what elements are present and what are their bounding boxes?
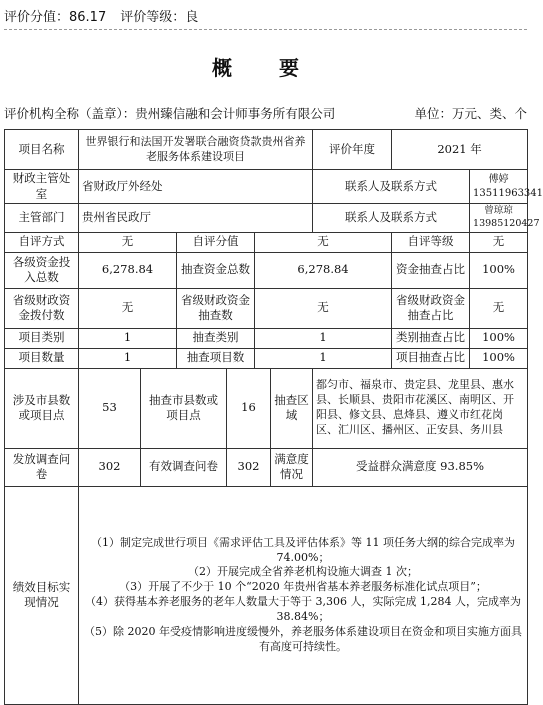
grade-value: 评价等级：良 bbox=[120, 10, 199, 25]
table-row bbox=[5, 448, 528, 486]
org-name: 评价机构全称（盖章）：贵州臻信融和会计师事务所有限公司 bbox=[4, 106, 336, 121]
sampled-category-label: 抽查类别 bbox=[177, 328, 255, 348]
list-item: （1）制定完成世行项目《需求评估工具及评估体系》等 11 项任务大纲的综合完成率为 74.00%； bbox=[91, 535, 516, 564]
survey-issued-value: 302 bbox=[79, 448, 141, 486]
category-label: 项目类别 bbox=[5, 328, 79, 348]
project-count-label: 项目数量 bbox=[5, 348, 79, 368]
self-eval-method-value: 无 bbox=[79, 232, 177, 252]
sampled-area-label: 抽查区域 bbox=[271, 368, 313, 448]
project-ratio-value: 100% bbox=[470, 348, 528, 368]
sampled-counties-value: 16 bbox=[227, 368, 271, 448]
prov-ratio-value: 无 bbox=[470, 288, 528, 328]
satisfaction-label: 满意度情况 bbox=[271, 448, 313, 486]
survey-issued-label: 发放调查问卷 bbox=[5, 448, 79, 486]
investment-value: 6,278.84 bbox=[79, 252, 177, 288]
sampled-counties-label: 抽查市县数或项目点 bbox=[141, 368, 227, 448]
self-score-value: 无 bbox=[255, 232, 392, 252]
survey-valid-value: 302 bbox=[227, 448, 271, 486]
self-score-label: 自评分值 bbox=[177, 232, 255, 252]
prov-allocated-label: 省级财政资金拨付数 bbox=[5, 288, 79, 328]
project-name-label: 项目名称 bbox=[5, 130, 79, 170]
perf-label: 绩效目标实现情况 bbox=[5, 486, 79, 704]
list-item: （2）开展完成全省养老机构设施大调查 1 次； bbox=[188, 565, 419, 579]
divider bbox=[4, 29, 527, 30]
table-row bbox=[5, 252, 528, 288]
counties-label: 涉及市县数或项目点 bbox=[5, 368, 79, 448]
authority-value: 贵州省民政厅 bbox=[79, 204, 313, 233]
self-grade-value: 无 bbox=[470, 232, 528, 252]
org-line bbox=[4, 104, 527, 122]
score-value: 评价分值：86.17 bbox=[4, 10, 107, 25]
contact-value-1: 傅婷 13511963341 bbox=[470, 170, 528, 204]
counties-value: 53 bbox=[79, 368, 141, 448]
satisfaction-value: 受益群众满意度 93.85% bbox=[313, 448, 528, 486]
category-ratio-value: 100% bbox=[470, 328, 528, 348]
prov-allocated-value: 无 bbox=[79, 288, 177, 328]
year-value: 2021 年 bbox=[392, 130, 528, 170]
summary-table bbox=[4, 129, 543, 705]
list-item: （5）除 2020 年受疫情影响进度缓慢外，养老服务体系建设项目在资金和项目实施方面具有高度可持续性。 bbox=[84, 624, 522, 653]
contact-label-2: 联系人及联系方式 bbox=[313, 204, 470, 233]
investment-label: 各级资金投入总数 bbox=[5, 252, 79, 288]
category-value: 1 bbox=[79, 328, 177, 348]
category-ratio-label: 类别抽查占比 bbox=[392, 328, 470, 348]
list-item: （4）获得基本养老服务的老年人数量大于等于 3,306 人，实际完成 1,284 人，完成率为 38.84%； bbox=[85, 595, 521, 623]
table-row bbox=[5, 130, 528, 170]
prov-sampled-value: 无 bbox=[255, 288, 392, 328]
year-label: 评价年度 bbox=[313, 130, 392, 170]
prov-sampled-label: 省级财政资金抽查数 bbox=[177, 288, 255, 328]
project-ratio-label: 项目抽查占比 bbox=[392, 348, 470, 368]
survey-valid-label: 有效调查问卷 bbox=[141, 448, 227, 486]
sampled-category-value: 1 bbox=[255, 328, 392, 348]
table-row bbox=[5, 328, 528, 348]
sampled-area-value: 都匀市、福泉市、贵定县、龙里县、惠水县、长顺县、贵阳市花溪区、南明区、开阳县、修文县、息烽县、遵义市红花岗区、汇川区、播州区、正安县、务川县 bbox=[313, 368, 528, 448]
self-grade-label: 自评等级 bbox=[392, 232, 470, 252]
page-title: 概 要 bbox=[212, 56, 319, 80]
table-row bbox=[5, 170, 528, 204]
prov-ratio-label: 省级财政资金抽查占比 bbox=[392, 288, 470, 328]
sampled-projects-value: 1 bbox=[255, 348, 392, 368]
sampled-funds-label: 抽查资金总数 bbox=[177, 252, 255, 288]
table-row bbox=[5, 204, 528, 233]
score-header bbox=[4, 6, 198, 25]
sampled-funds-value: 6,278.84 bbox=[255, 252, 392, 288]
authority-label: 主管部门 bbox=[5, 204, 79, 233]
table-row bbox=[5, 486, 528, 704]
table-row bbox=[5, 368, 528, 448]
contact-value-2: 曾琼琼 13985120427 bbox=[470, 204, 528, 233]
dept-value: 省财政厅外经处 bbox=[79, 170, 313, 204]
dept-label: 财政主管处室 bbox=[5, 170, 79, 204]
contact-label-1: 联系人及联系方式 bbox=[313, 170, 470, 204]
table-row bbox=[5, 348, 528, 368]
project-name-value: 世界银行和法国开发署联合融资贷款贵州省养老服务体系建设项目 bbox=[79, 130, 313, 170]
project-count-value: 1 bbox=[79, 348, 177, 368]
table-row bbox=[5, 232, 528, 252]
perf-list bbox=[79, 486, 528, 704]
fund-ratio-value: 100% bbox=[470, 252, 528, 288]
self-eval-method-label: 自评方式 bbox=[5, 232, 79, 252]
unit-note: 单位：万元、类、个 bbox=[414, 106, 527, 121]
fund-ratio-label: 资金抽查占比 bbox=[392, 252, 470, 288]
table-row bbox=[5, 288, 528, 328]
sampled-projects-label: 抽查项目数 bbox=[177, 348, 255, 368]
list-item: （3）开展了不少于 10 个“2020 年贵州省基本养老服务标准化试点项目”； bbox=[119, 580, 487, 594]
